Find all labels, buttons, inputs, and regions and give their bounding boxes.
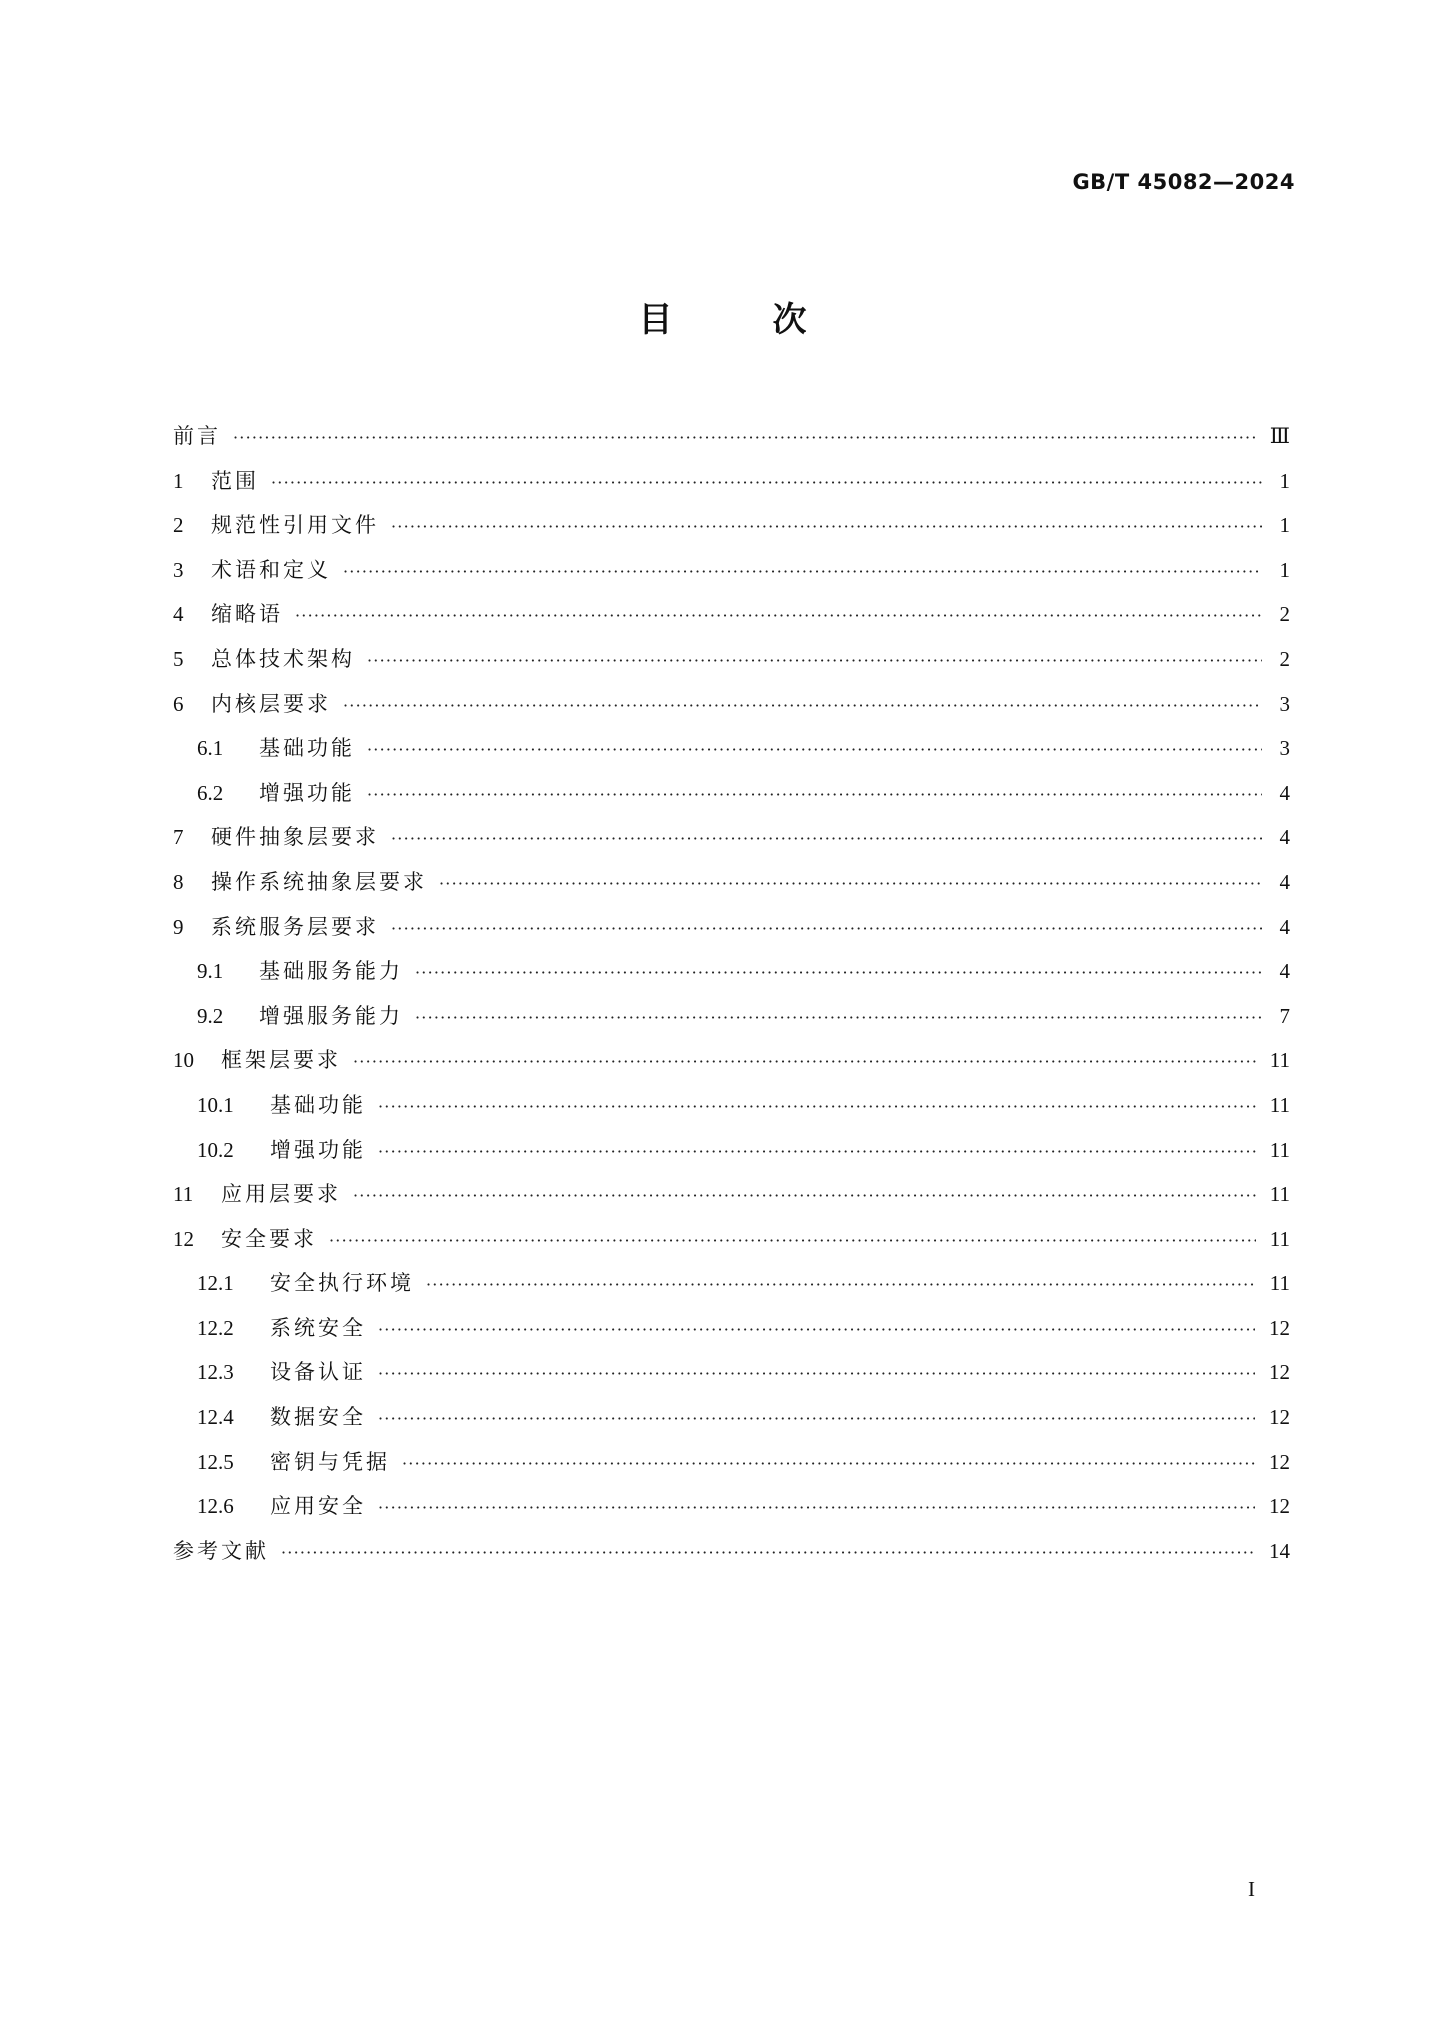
toc-entry-number: 11 [173,1182,194,1207]
toc-entry-page: 11 [1269,1048,1290,1073]
toc-entry[interactable] [173,682,1290,727]
toc-entry-number: 6.1 [197,736,224,761]
toc-entry-number: 12 [173,1226,194,1251]
toc-entry-number: 6.2 [197,780,224,805]
toc-dot-leader [378,1486,1255,1531]
toc-entry-label: 内核层要求 [211,691,331,716]
toc-entry-label: 数据安全 [270,1405,366,1430]
toc-entry-page: 12 [1269,1494,1290,1519]
toc-entry-number: 12.5 [197,1449,234,1474]
toc-dot-leader [281,1531,1255,1576]
toc-entry[interactable] [173,592,1290,637]
toc-dot-leader [378,1397,1255,1442]
table-of-contents [173,414,1290,1573]
toc-entry-label: 增强功能 [259,780,355,805]
toc-entry-label: 设备认证 [270,1360,366,1385]
page-title [0,292,1445,341]
toc-entry-number: 12.6 [197,1494,234,1519]
toc-entry[interactable] [173,1083,1290,1128]
toc-entry[interactable] [173,637,1290,682]
toc-entry[interactable] [173,1529,1290,1574]
toc-entry-number: 9 [173,914,184,939]
toc-dot-leader [415,996,1262,1041]
toc-dot-leader [391,817,1262,862]
toc-dot-leader [343,684,1262,729]
page-title-part1: 目 [638,300,673,340]
toc-entry-page: 1 [1279,557,1290,582]
toc-entry-number: 1 [173,468,184,493]
toc-entry-page: 4 [1279,825,1290,850]
toc-dot-leader [391,907,1262,952]
toc-dot-leader [378,1308,1255,1353]
toc-entry-page: Ⅲ [1269,424,1290,448]
toc-dot-leader [353,1174,1256,1219]
toc-entry-label: 范围 [211,468,259,493]
toc-entry-page: 11 [1269,1137,1290,1162]
toc-entry[interactable] [173,1484,1290,1529]
toc-entry[interactable] [173,1172,1290,1217]
toc-entry-page: 11 [1269,1271,1290,1296]
page-number: I [1248,1877,1255,1901]
toc-entry-page: 11 [1269,1182,1290,1207]
toc-entry[interactable] [173,548,1290,593]
toc-entry[interactable] [173,815,1290,860]
toc-entry-page: 14 [1269,1538,1290,1563]
toc-entry-number: 9.2 [197,1003,224,1028]
toc-entry-number: 6 [173,691,184,716]
toc-entry[interactable] [173,503,1290,548]
toc-entry-number: 3 [173,557,184,582]
toc-entry[interactable] [173,1395,1290,1440]
toc-entry-label: 安全要求 [221,1226,317,1251]
toc-entry-number: 2 [173,513,184,538]
toc-entry-label: 术语和定义 [211,557,331,582]
toc-entry-page: 4 [1279,780,1290,805]
toc-dot-leader [367,773,1262,818]
toc-entry-label: 参考文献 [173,1538,269,1563]
toc-entry-label: 前言 [173,424,221,448]
toc-entry-number: 5 [173,646,184,671]
toc-entry-page: 7 [1279,1003,1290,1028]
toc-entry-label: 增强服务能力 [259,1003,403,1028]
toc-entry-label: 系统服务层要求 [211,914,379,939]
toc-entry-page: 1 [1279,468,1290,493]
standard-code: GB/T 45082—2024 [1072,170,1295,194]
toc-entry-page: 4 [1279,914,1290,939]
toc-entry[interactable] [173,1440,1290,1485]
toc-entry-label: 框架层要求 [221,1048,341,1073]
toc-entry-number: 10 [173,1048,194,1073]
toc-entry-page: 12 [1269,1315,1290,1340]
toc-dot-leader [343,550,1262,595]
toc-entry[interactable] [173,1128,1290,1173]
toc-dot-leader [426,1263,1256,1308]
toc-dot-leader [378,1352,1255,1397]
toc-entry-number: 12.2 [197,1315,234,1340]
toc-entry-label: 应用安全 [270,1494,366,1519]
toc-entry[interactable] [173,414,1290,459]
toc-entry-label: 安全执行环境 [270,1271,414,1296]
toc-entry-label: 基础功能 [259,736,355,761]
toc-entry-number: 12.4 [197,1405,234,1430]
toc-entry-label: 密钥与凭据 [270,1449,390,1474]
toc-entry-label: 应用层要求 [221,1182,341,1207]
toc-entry[interactable] [173,949,1290,994]
toc-entry-number: 12.1 [197,1271,234,1296]
toc-entry-page: 12 [1269,1449,1290,1474]
toc-entry-label: 操作系统抽象层要求 [211,869,427,894]
toc-entry[interactable] [173,459,1290,504]
toc-entry-page: 3 [1279,736,1290,761]
toc-entry-label: 基础功能 [270,1092,366,1117]
toc-entry-page: 2 [1279,602,1290,627]
toc-entry[interactable] [173,1217,1290,1262]
toc-dot-leader [415,951,1262,996]
toc-dot-leader [378,1130,1256,1175]
toc-entry-page: 11 [1269,1092,1290,1117]
toc-entry-page: 12 [1269,1360,1290,1385]
toc-entry-label: 规范性引用文件 [211,513,379,538]
toc-dot-leader [439,862,1262,907]
toc-entry[interactable] [173,771,1290,816]
toc-dot-leader [367,728,1262,773]
toc-entry-number: 12.3 [197,1360,234,1385]
toc-entry-page: 4 [1279,959,1290,984]
toc-entry-label: 缩略语 [211,602,283,627]
page-title-part2: 次 [772,300,807,340]
toc-dot-leader [367,639,1262,684]
toc-entry[interactable] [173,1350,1290,1395]
toc-entry-number: 10.1 [197,1092,234,1117]
toc-entry-page: 1 [1279,513,1290,538]
toc-entry-number: 8 [173,869,184,894]
toc-dot-leader [271,461,1262,506]
toc-entry-page: 4 [1279,869,1290,894]
toc-dot-leader [378,1085,1256,1130]
toc-entry[interactable] [173,905,1290,950]
toc-entry-label: 增强功能 [270,1137,366,1162]
toc-entry-number: 4 [173,602,184,627]
toc-entry-page: 12 [1269,1405,1290,1430]
toc-entry[interactable] [173,1261,1290,1306]
toc-entry[interactable] [173,994,1290,1039]
toc-entry[interactable] [173,860,1290,905]
toc-entry-number: 9.1 [197,959,224,984]
toc-entry-page: 2 [1279,646,1290,671]
toc-dot-leader [233,416,1256,461]
toc-entry[interactable] [173,1038,1290,1083]
toc-entry[interactable] [173,1306,1290,1351]
toc-entry-number: 7 [173,825,184,850]
toc-entry-label: 系统安全 [270,1315,366,1340]
toc-entry-label: 总体技术架构 [211,646,355,671]
toc-entry-label: 硬件抽象层要求 [211,825,379,850]
toc-dot-leader [391,505,1262,550]
toc-entry-page: 11 [1269,1226,1290,1251]
toc-dot-leader [402,1442,1255,1487]
toc-dot-leader [353,1040,1256,1085]
toc-entry-number: 10.2 [197,1137,234,1162]
toc-dot-leader [329,1219,1256,1264]
toc-entry[interactable] [173,726,1290,771]
toc-dot-leader [295,594,1262,639]
toc-entry-label: 基础服务能力 [259,959,403,984]
toc-entry-page: 3 [1279,691,1290,716]
